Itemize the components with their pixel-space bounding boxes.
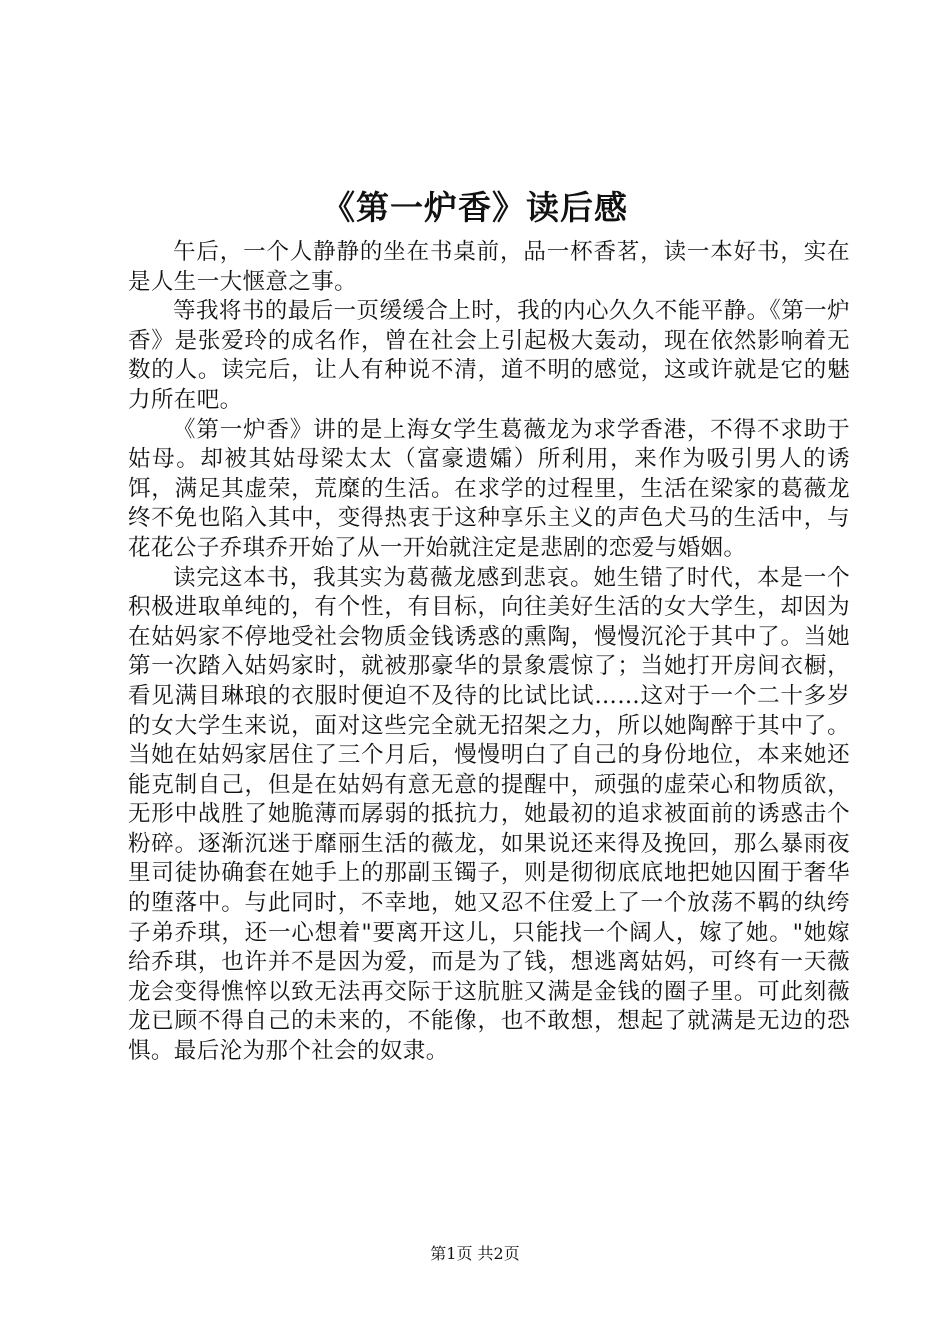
paragraph-2: 等我将书的最后一页缓缓合上时，我的内心久久不能平静。《第一炉香》是张爱玲的成名作，曾在社会上引起极大轰动，现在依然影响着无数的人。读完后，让人有种说不清，道不明的感觉，这或许就是它的魅力所在吧。 bbox=[128, 298, 850, 413]
paragraph-4: 读完这本书，我其实为葛薇龙感到悲哀。她生错了时代，本是一个积极进取单纯的，有个性，有目标，向往美好生活的女大学生，却因为在姑妈家不停地受社会物质金钱诱惑的熏陶，慢慢沉沦于其中了。当她第一次踏入姑妈家时，就被那豪华的景象震惊了；当她打开房间衣橱，看见满目琳琅的衣服时便迫不及待的比试比试……这对于一个二十多岁的女大学生来说，面对这些完全就无招架之力，所以她陶醉于其中了。当她在姑妈家居住了三个月后，慢慢明白了自己的身份地位，本来她还能克制自己，但是在姑妈有意无意的提醒中，顽强的虚荣心和物质欲，无形中战胜了她脆薄而孱弱的抵抗力，她最初的追求被面前的诱惑击个粉碎。逐渐沉迷于靡丽生活的薇龙，如果说还来得及挽回，那么暴雨夜里司徒协确套在她手上的那副玉镯子，则是彻彻底底地把她囚囿于奢华的堕落中。与此同时，不幸地，她又忍不住爱上了一个放荡不羁的纨绔子弟乔琪，还一心想着"要离开这儿，只能找一个阔人，嫁了她。"她嫁给乔琪，也许并不是因为爱，而是为了钱，想逃离姑妈，可终有一天薇龙会变得憔悴以致无法再交际于这肮脏又满是金钱的圈子里。可此刻薇龙已顾不得自己的未来的，不能像，也不敢想，想起了就满是无边的恐惧。最后沦为那个社会的奴隶。 bbox=[128, 564, 850, 1065]
page-footer: 第1页 共2页 bbox=[430, 1244, 520, 1263]
document-title: 《第一炉香》读后感 bbox=[322, 188, 628, 227]
document-body bbox=[128, 238, 850, 1067]
paragraph-1: 午后，一个人静静的坐在书桌前，品一杯香茗，读一本好书，实在是人生一大惬意之事。 bbox=[128, 239, 850, 295]
paragraph-3: 《第一炉香》讲的是上海女学生葛薇龙为求学香港，不得不求助于姑母。却被其姑母梁太太（富豪遗孀）所利用，来作为吸引男人的诱饵，满足其虚荣，荒糜的生活。在求学的过程里，生活在梁家的葛薇龙终不免也陷入其中，变得热衷于这种享乐主义的声色犬马的生活中，与花花公子乔琪乔开始了从一开始就注定是悲剧的恋爱与婚姻。 bbox=[128, 416, 850, 561]
